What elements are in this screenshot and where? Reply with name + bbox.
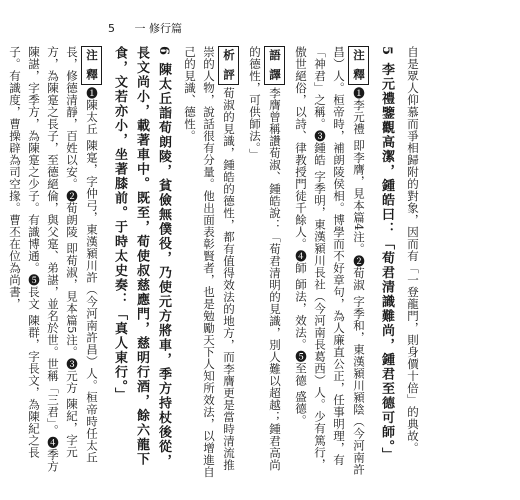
note-section-commentary-5: 析 評荀淑的見識，鍾皓的德性，都有值得效法的地方，而李膺更是當時清流推崇的人物，說話很有分量。他出面表彰賢者，也是勉勵天下人知所效法，以增進自己的見識、德性。 bbox=[180, 46, 239, 480]
chapter-title: 一 修行篇 bbox=[134, 22, 182, 35]
section-badge: 析 評 bbox=[218, 46, 239, 85]
section-badge: 注 釋 bbox=[81, 46, 102, 85]
text-line-0: 自是眾人仰慕而爭相歸附的對象，因而有「一登龍門，則身價十倍」的典故。 bbox=[406, 46, 420, 454]
note-section-annotation-5: 注 釋❶李元禮 即李膺，見本篇4注。❷荀淑 字季和，東漢潁川潁陰（今河南許昌）人。桓帝時，補朗陵侯相。博學而不好章句，為人廉直公正，任事明理，有「神君」之稱。❸鍾皓 字季明，東漢潁川長社（今河南長葛西）人。少有篤行，傲世絕俗，以詩、律教授門徒千餘人。❹師 師法，效法。❺至德 盛德。 bbox=[291, 46, 369, 480]
section-badge: 注 釋 bbox=[348, 46, 369, 85]
section-badge: 語 譯 bbox=[264, 46, 285, 85]
running-header bbox=[108, 20, 182, 36]
vertical-text-body bbox=[8, 46, 422, 480]
note-section-translation-5: 語 譯李膺曾稱讚荀淑、鍾皓說：「荀君清明的見識，別人難以超越；鍾君高尚的德性，可供師法。」 bbox=[245, 46, 285, 480]
main-entry-6: 6 陳太丘詣荀朗陵，貧儉無僕役，乃使元方將車，季方持杖後從，長文尚小，載著車中。既至，荀使叔慈應門，慈明行酒，餘六龍下食，文若亦小，坐著膝前。于時太史奏：「真人東行。」 bbox=[112, 46, 171, 469]
note-section-annotation-6: 注 釋❶陳太丘 陳寔，字仲弓，東漢潁川許（今河南許昌）人。桓帝時任太丘長，修德清靜，百姓以安。❷荀朗陵 即荀淑，見本篇5注。❸元方 陳紀，字元方，為陳寔之長子，至德絕倫，與父寔、弟諶，並名於世。世稱「三君」。❹季方 陳諶，字季方，為陳寔之少子。有識博通。❺長文 陳群，字長文，為陳紀之長子。有識度，曹操辟為司空掾。曹丕在位為尚書， bbox=[5, 46, 102, 480]
page-number: 5 bbox=[108, 22, 115, 35]
main-entry-5: 5 李元禮鑒觀高潔，鍾皓曰：「荀君清識難尚，鍾君至德可師。」 bbox=[379, 46, 394, 463]
